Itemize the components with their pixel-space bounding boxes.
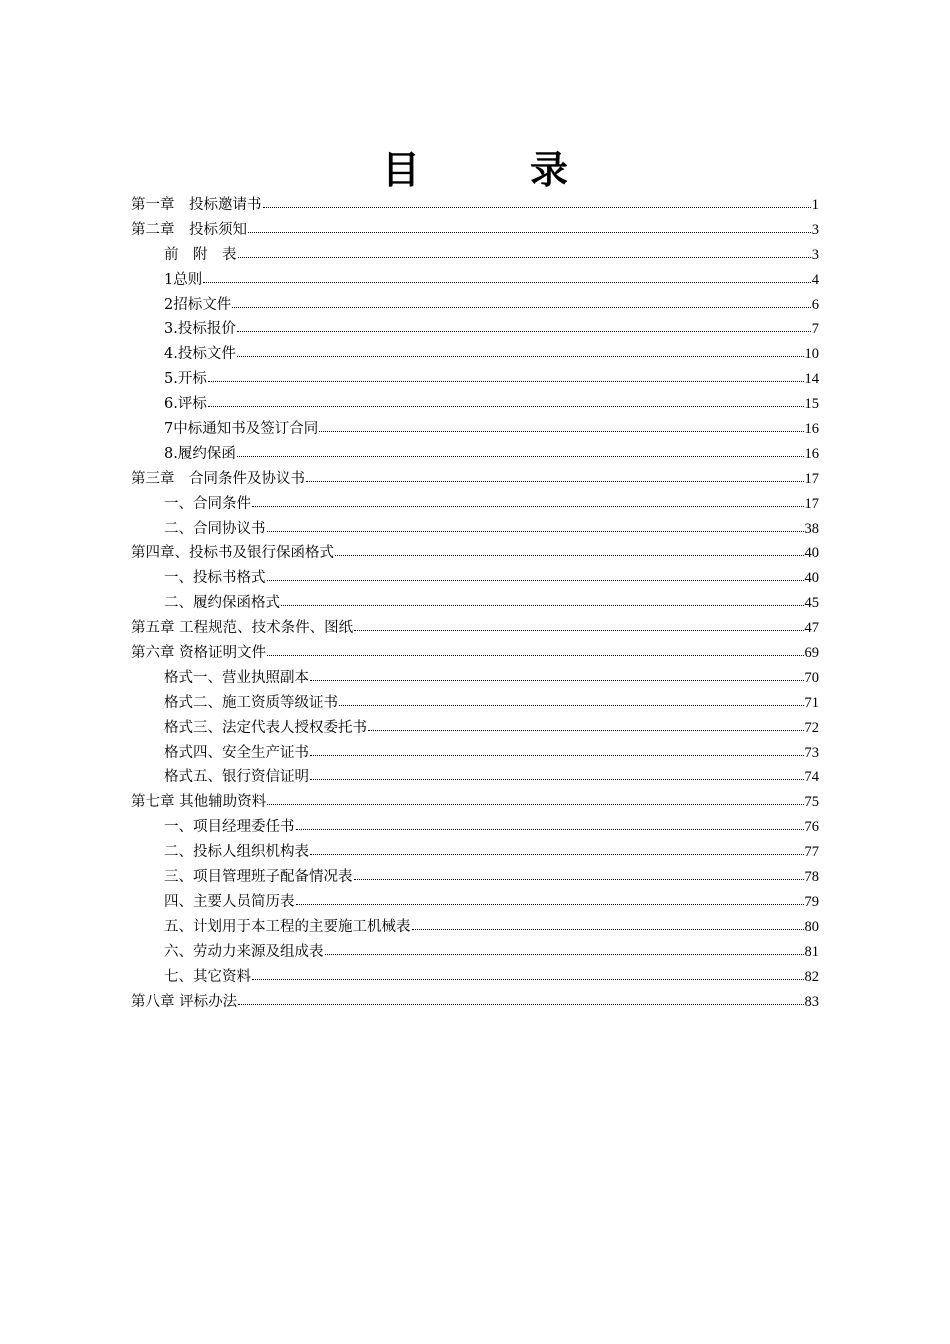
toc-page-number: 73 — [804, 744, 819, 761]
toc-dot-leader — [267, 568, 804, 582]
toc-dot-leader — [335, 543, 804, 557]
toc-section-entry[interactable] — [131, 367, 819, 392]
toc-entry-label: 2招标文件 — [164, 296, 232, 313]
toc-chapter-entry[interactable] — [131, 193, 819, 218]
toc-entry-label: 8.履约保函 — [164, 445, 236, 462]
toc-dot-leader — [252, 967, 804, 981]
toc-entry-label: 第四章、投标书及银行保函格式 — [131, 545, 334, 562]
toc-entry-label: 1总则 — [164, 271, 203, 288]
toc-dot-leader — [237, 319, 811, 333]
toc-entry-label: 格式二、施工资质等级证书 — [164, 694, 338, 711]
toc-page-number: 14 — [804, 371, 819, 388]
toc-section-entry[interactable] — [131, 268, 819, 293]
toc-entry-label: 第三章 合同条件及协议书 — [131, 470, 305, 487]
toc-dot-leader — [237, 344, 804, 358]
toc-page-number: 83 — [804, 993, 819, 1010]
toc-section-entry[interactable] — [131, 890, 819, 915]
toc-section-entry[interactable] — [131, 392, 819, 417]
toc-entry-label: 5.开标 — [164, 371, 207, 388]
toc-section-entry[interactable] — [131, 293, 819, 318]
toc-dot-leader — [306, 469, 804, 483]
toc-section-entry[interactable] — [131, 691, 819, 716]
toc-dot-leader — [248, 220, 811, 234]
toc-dot-leader — [368, 718, 804, 732]
toc-entry-label: 6.评标 — [164, 396, 207, 413]
toc-page-number: 77 — [804, 844, 819, 861]
toc-entry-label: 前 附 表 — [164, 246, 237, 263]
toc-section-entry[interactable] — [131, 342, 819, 367]
toc-section-entry[interactable] — [131, 965, 819, 990]
toc-entry-label: 格式五、银行资信证明 — [164, 769, 309, 786]
toc-page-number: 71 — [804, 694, 819, 711]
toc-page-number: 6 — [811, 296, 819, 313]
toc-dot-leader — [232, 295, 811, 309]
toc-entry-label: 五、计划用于本工程的主要施工机械表 — [164, 918, 411, 935]
toc-dot-leader — [281, 593, 804, 607]
toc-section-entry[interactable] — [131, 517, 819, 542]
toc-dot-leader — [203, 270, 811, 284]
toc-dot-leader — [310, 767, 804, 781]
toc-page-number: 10 — [804, 346, 819, 363]
toc-page-number: 1 — [811, 197, 819, 213]
toc-entry-label: 二、合同协议书 — [164, 520, 266, 537]
toc-entry-label: 第二章 投标须知 — [131, 221, 247, 238]
toc-section-entry[interactable] — [131, 765, 819, 790]
toc-section-entry[interactable] — [131, 840, 819, 865]
toc-page-number: 75 — [804, 794, 819, 811]
toc-page-number: 7 — [811, 321, 819, 338]
toc-page-number: 16 — [804, 421, 819, 438]
toc-entry-label: 第五章 工程规范、技术条件、图纸 — [131, 620, 354, 637]
toc-dot-leader — [412, 917, 804, 931]
toc-page-number: 16 — [804, 445, 819, 462]
toc-chapter-entry[interactable] — [131, 218, 819, 243]
toc-page-number: 47 — [804, 620, 819, 637]
toc-chapter-entry[interactable] — [131, 790, 819, 815]
toc-entry-label: 二、投标人组织机构表 — [164, 844, 309, 861]
toc-page-number: 40 — [804, 570, 819, 587]
toc-page-number: 74 — [804, 769, 819, 786]
toc-dot-leader — [354, 618, 803, 632]
toc-entry-label: 4.投标文件 — [164, 346, 236, 363]
toc-section-entry[interactable] — [131, 591, 819, 616]
toc-page-number: 69 — [804, 645, 819, 662]
toc-section-entry[interactable] — [131, 243, 819, 268]
toc-section-entry[interactable] — [131, 716, 819, 741]
toc-dot-leader — [296, 817, 804, 831]
toc-entry-label: 第六章 资格证明文件 — [131, 645, 267, 662]
toc-entry-label: 格式四、安全生产证书 — [164, 744, 309, 761]
toc-page-number: 70 — [804, 669, 819, 686]
toc-entry-label: 3.投标报价 — [164, 321, 236, 338]
toc-page-number: 4 — [811, 271, 819, 288]
toc-dot-leader — [252, 494, 804, 508]
toc-section-entry[interactable] — [131, 566, 819, 591]
toc-page-number: 78 — [804, 869, 819, 886]
toc-dot-leader — [267, 792, 803, 806]
toc-page-number: 80 — [804, 918, 819, 935]
toc-dot-leader — [325, 942, 804, 956]
toc-dot-leader — [310, 743, 804, 757]
toc-dot-leader — [310, 668, 804, 682]
toc-list — [131, 193, 819, 1014]
toc-page-number: 17 — [804, 470, 819, 487]
toc-dot-leader — [238, 245, 811, 259]
toc-dot-leader — [339, 693, 804, 707]
toc-entry-label: 第一章 投标邀请书 — [131, 197, 262, 213]
toc-entry-label: 三、项目管理班子配备情况表 — [164, 869, 353, 886]
toc-entry-label: 第八章 评标办法 — [131, 993, 238, 1010]
toc-dot-leader — [310, 842, 804, 856]
toc-dot-leader — [237, 444, 804, 458]
toc-dot-leader — [296, 892, 804, 906]
toc-section-entry[interactable] — [131, 940, 819, 965]
toc-page-number: 76 — [804, 819, 819, 836]
toc-dot-leader — [238, 992, 803, 1006]
toc-dot-leader — [267, 519, 804, 533]
toc-entry-label: 格式三、法定代表人授权委托书 — [164, 719, 367, 736]
toc-entry-label: 一、合同条件 — [164, 495, 251, 512]
toc-page-number: 79 — [804, 893, 819, 910]
toc-section-entry[interactable] — [131, 317, 819, 342]
toc-dot-leader — [267, 643, 803, 657]
toc-entry-label: 七、其它资料 — [164, 968, 251, 985]
toc-chapter-entry[interactable] — [131, 467, 819, 492]
toc-entry-label: 第七章 其他辅助资料 — [131, 794, 267, 811]
toc-section-entry[interactable] — [131, 417, 819, 442]
toc-page-number: 3 — [811, 246, 819, 263]
toc-page-number: 40 — [804, 545, 819, 562]
toc-section-entry[interactable] — [131, 865, 819, 890]
toc-page-number: 15 — [804, 396, 819, 413]
toc-dot-leader — [354, 867, 804, 881]
toc-chapter-entry[interactable] — [131, 641, 819, 666]
toc-title: 目 录 — [381, 147, 604, 192]
toc-entry-label: 格式一、营业执照副本 — [164, 669, 309, 686]
toc-page-number: 82 — [804, 968, 819, 985]
toc-chapter-entry[interactable] — [131, 616, 819, 641]
toc-dot-leader — [208, 369, 804, 383]
toc-page-number: 72 — [804, 719, 819, 736]
toc-chapter-entry[interactable] — [131, 541, 819, 566]
toc-page-number: 17 — [804, 495, 819, 512]
toc-section-entry[interactable] — [131, 492, 819, 517]
toc-page-number: 3 — [811, 221, 819, 238]
toc-entry-label: 一、项目经理委任书 — [164, 819, 295, 836]
toc-dot-leader — [208, 394, 804, 408]
toc-page-number: 45 — [804, 595, 819, 612]
toc-entry-label: 二、履约保函格式 — [164, 595, 280, 612]
toc-page-number: 81 — [804, 943, 819, 960]
toc-entry-label: 7中标通知书及签订合同 — [164, 421, 319, 438]
toc-section-entry[interactable] — [131, 741, 819, 766]
toc-section-entry[interactable] — [131, 442, 819, 467]
toc-entry-label: 一、投标书格式 — [164, 570, 266, 587]
toc-entry-label: 四、主要人员简历表 — [164, 893, 295, 910]
toc-entry-label: 六、劳动力来源及组成表 — [164, 943, 324, 960]
toc-dot-leader — [263, 195, 811, 209]
toc-dot-leader — [319, 419, 803, 433]
toc-chapter-entry[interactable] — [131, 990, 819, 1015]
toc-page-number: 38 — [804, 520, 819, 537]
toc-section-entry[interactable] — [131, 915, 819, 940]
toc-section-entry[interactable] — [131, 815, 819, 840]
toc-section-entry[interactable] — [131, 666, 819, 691]
